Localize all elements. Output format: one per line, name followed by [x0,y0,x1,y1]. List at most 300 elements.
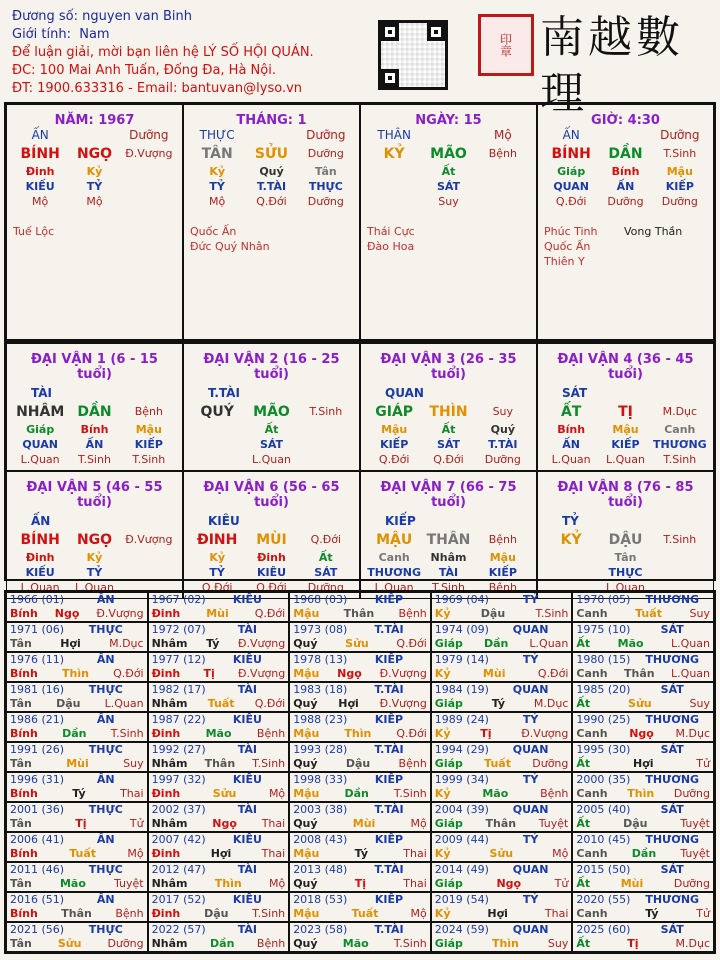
year-cell [289,742,431,772]
hidden-stem-row-cell: Kỷ [209,551,226,564]
year-pillar [152,607,286,621]
stem-branch-row-cell: NHÂM [16,404,65,420]
year-god: TỶ [522,773,539,786]
year-stage: L.Quan [671,637,710,650]
year-pillar [10,847,144,861]
year-stage: M.Dục [675,727,710,740]
year-header [435,713,569,727]
year-stage: Suy [689,697,710,710]
star-name: Tuế Lộc [13,225,55,238]
hidden-stem-row-cell: Kỷ [86,165,103,178]
year-label: 1987 (22) [151,713,206,726]
dai-van-cell [6,343,183,471]
year-stage: Dưỡng [673,787,710,800]
year-label: 1970 (05) [576,593,631,606]
year-pillar [293,607,427,621]
hidden-stage-row [190,453,353,468]
hidden-stem-row-cell [544,551,598,566]
stem-branch-row-cell: T.Sinh [309,405,343,418]
dai-van-title: ĐẠI VẬN 4 (36 - 45 tuổi) [557,352,694,382]
year-label: 2015 (50) [576,863,631,876]
star-name: Đào Hoa [367,240,415,253]
dai-van-cell [537,343,714,471]
hidden-god-row-cell [122,566,176,581]
year-god: THỰC [88,923,123,936]
year-cell [289,832,431,862]
hidden-god-row-cell [653,566,707,581]
year-header [10,713,144,727]
year-cell [289,772,431,802]
hidden-god-row-cell: T.TÀI [256,180,287,193]
dai-van-cell [537,471,714,599]
year-god: TÀI [237,743,258,756]
year-stem: Bính [10,907,38,920]
hidden-stage-row [367,453,530,468]
year-pillar [435,607,569,621]
year-label: 1999 (34) [434,773,489,786]
year-stem: Mậu [293,907,320,920]
year-stage: T.Sinh [393,787,427,800]
god-row-cell: THÂN [377,128,411,142]
hidden-stage-row-cell: L.Quan [20,581,60,594]
hidden-god-row-cell: THỰC [608,566,643,579]
year-branch: Thân [343,607,375,620]
hidden-god-row [190,180,353,195]
year-stem: Quý [293,697,318,710]
year-label: 1967 (02) [151,593,206,606]
year-stage: Tuyệt [113,877,144,890]
year-label: 2011 (46) [10,863,65,876]
year-god: T.TÀI [374,683,404,696]
year-branch: Thìn [627,787,655,800]
year-pillar [293,727,427,741]
year-god: THƯƠNG [645,773,700,786]
year-stage: Q.Đới [396,637,427,650]
year-branch: Thìn [214,877,242,890]
year-branch: Thìn [491,937,519,950]
year-header [10,893,144,907]
year-branch: Ngọ [54,607,80,620]
year-cell [148,742,290,772]
year-label: 2019 (54) [434,893,489,906]
year-pillar [435,727,569,741]
year-header [576,743,710,757]
year-cell [289,892,431,922]
year-god: QUAN [512,743,549,756]
year-stage: Tử [129,817,144,830]
year-label: 2009 (44) [434,833,489,846]
dai-van-title: ĐẠI VẬN 5 (46 - 55 tuổi) [26,480,163,510]
stem-branch-row-cell: MÃO [430,146,467,162]
year-stem: Tân [10,877,32,890]
hidden-stage-row [13,195,176,210]
hidden-stem-row-cell: Tân [314,165,337,178]
year-label: 1983 (18) [293,683,348,696]
year-stem: Quý [293,937,318,950]
year-header [576,773,710,787]
year-cell [572,892,714,922]
year-stem: Mậu [293,667,320,680]
dai-van-title: ĐẠI VẬN 8 (76 - 85 tuổi) [557,480,694,510]
hidden-stage-row-cell: Mộ [32,195,49,208]
year-label: 1974 (09) [434,623,489,636]
year-pillar [435,757,569,771]
hidden-stage-row-cell: Dưỡng [607,195,644,208]
year-branch: Hợi [210,847,232,860]
pillar-cell [6,104,183,340]
year-label: 1969 (04) [434,593,489,606]
hidden-stage-row-cell [367,195,421,210]
year-stem: Quý [293,637,318,650]
year-stem: Canh [576,787,608,800]
hidden-stage-row-cell: L.Quan [252,453,291,466]
year-header [152,743,286,757]
year-header [10,773,144,787]
stem-branch-row-cell: MẬU [376,532,413,548]
year-branch: Dần [62,727,87,740]
hidden-stage-row-cell: Dưỡng [307,581,344,594]
stars-list [544,224,707,269]
year-branch: Sửu [345,637,369,650]
year-pillar [576,727,710,741]
year-stage: Thai [261,847,286,860]
year-label: 1996 (31) [10,773,65,786]
year-branch: Tuất [207,697,235,710]
hidden-stage-row-cell [476,195,530,210]
stars-list [367,224,530,254]
year-stem: Canh [576,907,608,920]
star-name: Phúc Tinh [544,225,598,238]
hidden-stem-row [190,551,353,566]
year-branch: Mão [205,727,232,740]
year-stem: Nhâm [151,817,188,830]
year-header [435,893,569,907]
hidden-stem-row-cell: Tân [614,551,637,564]
year-god: THƯƠNG [645,833,700,846]
year-label: 1982 (17) [151,683,206,696]
year-pillar [152,937,286,951]
year-god: QUAN [512,803,549,816]
hidden-stem-row-cell: Quý [259,165,284,178]
star-name: Thái Cực [367,225,415,238]
hidden-god-row-cell: THƯƠNG [652,438,707,451]
year-branch: Thân [485,817,517,830]
year-stage: Bệnh [540,787,569,800]
year-header [152,863,286,877]
star-name: Vong Thần [624,225,683,238]
year-branch: Tị [627,937,639,950]
year-stem: Tân [10,757,32,770]
year-pillar [435,637,569,651]
year-label: 1993 (28) [293,743,348,756]
year-god: ẤN [96,593,115,606]
year-stage: Tử [696,907,710,920]
year-header [293,593,427,607]
year-pillar [152,637,286,651]
year-branch: Tý [354,847,369,860]
god-row-cell: Dưỡng [129,128,169,142]
year-god: TÀI [237,923,258,936]
hidden-stem-row-cell: Ất [441,165,456,178]
year-stage: Suy [123,757,144,770]
god-row [190,128,353,143]
year-header [435,803,569,817]
stem-branch-row [367,529,530,551]
hidden-stem-row [190,165,353,180]
year-header [10,593,144,607]
pillar-title: THÁNG: 1 [236,113,307,128]
year-label: 2002 (37) [151,803,206,816]
year-label: 1988 (23) [293,713,348,726]
year-pillar [10,937,144,951]
year-god: KIẾP [374,713,404,726]
hidden-stem-row-cell: Quý [490,423,515,436]
year-pillar [576,907,710,921]
year-stage: L.Quan [671,667,710,680]
gender-label: Giới tính: [12,27,71,42]
year-cell [431,832,573,862]
stem-branch-row-cell: Bệnh [134,405,163,418]
dai-van-title: ĐẠI VẬN 2 (16 - 25 tuổi) [203,352,340,382]
year-god: KIẾP [374,653,404,666]
hidden-god-row-cell: KIẾP [488,566,517,579]
year-cell [572,652,714,682]
hidden-stage-row [367,195,530,210]
stem-branch-row-cell: Bệnh [488,147,517,160]
year-branch: Thân [204,757,236,770]
year-stage: Mộ [127,847,144,860]
hidden-stage-row-cell: T.Sinh [132,453,166,466]
year-cell [572,742,714,772]
year-god: TÀI [237,683,258,696]
year-header [576,713,710,727]
year-branch: Dần [344,787,369,800]
year-god: THỰC [88,863,123,876]
hidden-stage-row-cell: Dưỡng [484,453,521,466]
hidden-god-row-cell [476,180,530,195]
stars-list [13,224,176,239]
year-stage: Bệnh [115,907,144,920]
year-stage: Mộ [552,847,569,860]
hidden-stem-row [190,423,353,438]
year-header [10,743,144,757]
year-branch: Hợi [632,757,654,770]
hidden-stage-row-cell: T.Sinh [78,453,111,466]
year-stage: Bệnh [398,757,427,770]
year-cell [148,772,290,802]
year-pillar [10,697,144,711]
hidden-stem-row-cell: Đinh [257,551,286,564]
god-row-cell: Dưỡng [660,128,700,142]
year-pillar [152,727,286,741]
stem-branch-row [544,143,707,165]
year-stem: Mậu [293,727,320,740]
year-pillar [10,787,144,801]
year-stem: Kỷ [434,667,451,680]
year-god: TÀI [237,863,258,876]
year-label: 2021 (56) [10,923,65,936]
year-stage: Thai [403,877,427,890]
year-cell [572,712,714,742]
year-pillar [152,667,286,681]
stem-branch-row-cell: MÙI [256,532,287,548]
year-pillar [576,817,710,831]
hidden-stem-row-cell: Bính [611,165,640,178]
year-stem: Quý [293,817,318,830]
hidden-stage-row-cell: Bệnh [488,581,517,594]
hidden-god-row-cell: QUAN [553,180,589,193]
year-pillar [435,937,569,951]
year-label: 1978 (13) [293,653,348,666]
hidden-stage-row-cell: L.Quan [551,453,591,466]
year-stage: Đ.Vượng [379,667,427,680]
hidden-god-row-cell [544,566,598,581]
hidden-stem-row [544,423,707,438]
year-stem: Canh [576,607,608,620]
year-header [435,683,569,697]
stem-branch-row [13,143,176,165]
hidden-stem-row [367,551,530,566]
year-stem: Đinh [151,727,181,740]
stem-branch-row-cell: T.Sinh [663,533,697,546]
year-stage: Mộ [410,817,427,830]
stem-branch-row-cell: NGỌ [76,146,113,162]
year-label: 2001 (36) [10,803,65,816]
year-stem: Quý [293,877,318,890]
year-label: 2023 (58) [293,923,348,936]
year-label: 1972 (07) [151,623,206,636]
year-pillar [435,667,569,681]
star-row [544,239,707,254]
year-cell [6,892,148,922]
year-branch: Dần [210,937,235,950]
stem-branch-row-cell: QUÝ [200,404,234,420]
hidden-stem-row [13,165,176,180]
year-stage: Dưỡng [673,877,710,890]
hidden-stage-row [190,195,353,210]
stem-branch-row-cell: DẦN [77,404,112,420]
hidden-god-row-cell: KIẾP [611,438,640,451]
year-header [576,683,710,697]
hidden-god-row-cell: QUAN [22,438,58,451]
year-stem: Kỷ [434,787,451,800]
year-god: THƯƠNG [645,713,700,726]
year-label: 1997 (32) [151,773,206,786]
year-pillar [10,607,144,621]
stem-branch-row-cell: BÍNH [20,532,60,548]
year-pillar [152,787,286,801]
year-pillar [152,757,286,771]
year-label: 2005 (40) [576,803,631,816]
dai-van-cell [360,471,537,599]
address-line: ĐC: 100 Mai Anh Tuấn, Đống Đa, Hà Nội. [12,63,276,78]
year-label: 2024 (59) [434,923,489,936]
dai-van-title: ĐẠI VẬN 6 (56 - 65 tuổi) [203,480,340,510]
hidden-stem-row-cell: Giáp [26,423,55,436]
year-header [152,803,286,817]
year-god: SÁT [660,863,684,876]
stem-branch-row [544,529,707,551]
year-pillar [152,697,286,711]
dai-van-cell [183,471,360,599]
hidden-god-row-cell: ẤN [562,438,581,451]
year-god: KIÊU [232,773,262,786]
year-header [293,833,427,847]
year-header [293,773,427,787]
year-header [576,893,710,907]
pillar-title: NĂM: 1967 [54,113,135,128]
year-label: 2013 (48) [293,863,348,876]
stem-branch-row-cell: Bệnh [488,533,517,546]
year-header [435,623,569,637]
stem-branch-row-cell: KỶ [560,532,582,548]
pillars-grid [4,102,716,342]
year-branch: Dần [631,847,657,860]
year-pillar [293,637,427,651]
year-cell [431,862,573,892]
year-header [435,863,569,877]
year-header [435,653,569,667]
god-row-cell [244,128,298,143]
year-label: 2008 (43) [293,833,348,846]
year-god: THỰC [88,803,123,816]
stem-branch-row [13,529,176,551]
stem-branch-row-cell: GIÁP [375,404,414,420]
year-stem: Canh [576,667,608,680]
hidden-stage-row [13,453,176,468]
hidden-god-row [190,566,353,581]
year-god: KIÊU [232,593,262,606]
year-god: T.TÀI [374,923,404,936]
year-god: SÁT [660,923,684,936]
star-row [190,239,353,254]
year-stem: Đinh [151,907,181,920]
year-stage: Thai [544,907,569,920]
hidden-god-row-cell: THỰC [308,180,343,193]
year-stem: Giáp [434,697,463,710]
year-stem: Ất [576,877,591,890]
year-label: 1991 (26) [10,743,65,756]
year-stage: M.Dục [109,637,144,650]
year-branch: Thân [624,667,655,680]
year-stage: Thai [403,847,427,860]
year-branch: Tuất [635,607,662,620]
hidden-stage-row-cell: T.Sinh [663,453,697,466]
hidden-god-row-cell: ẤN [616,180,635,193]
hidden-god-row-cell: TỶ [86,180,103,193]
hidden-stem-row-cell: Mậu [489,551,516,564]
year-branch: Mùi [206,607,229,620]
year-god: KIÊU [232,713,262,726]
year-stem: Bính [10,847,38,860]
dai-van-god: KIẾP [385,514,416,528]
dai-van-god: T.TÀI [208,386,240,400]
year-stage: Đ.Vượng [521,727,569,740]
year-branch: Hợi [487,907,508,920]
year-cell [6,742,148,772]
year-stage: Mộ [268,877,286,890]
year-cell [289,652,431,682]
year-branch: Mùi [66,757,89,770]
hidden-god-row [190,438,353,453]
hidden-god-row-cell: SÁT [436,438,461,451]
year-stage: Tuyệt [680,847,710,860]
hidden-god-row-cell: TỶ [86,566,103,579]
year-header [435,593,569,607]
header-info [12,8,314,98]
stem-branch-row-cell: ĐINH [196,532,238,548]
stem-branch-row-cell: BÍNH [551,146,591,162]
